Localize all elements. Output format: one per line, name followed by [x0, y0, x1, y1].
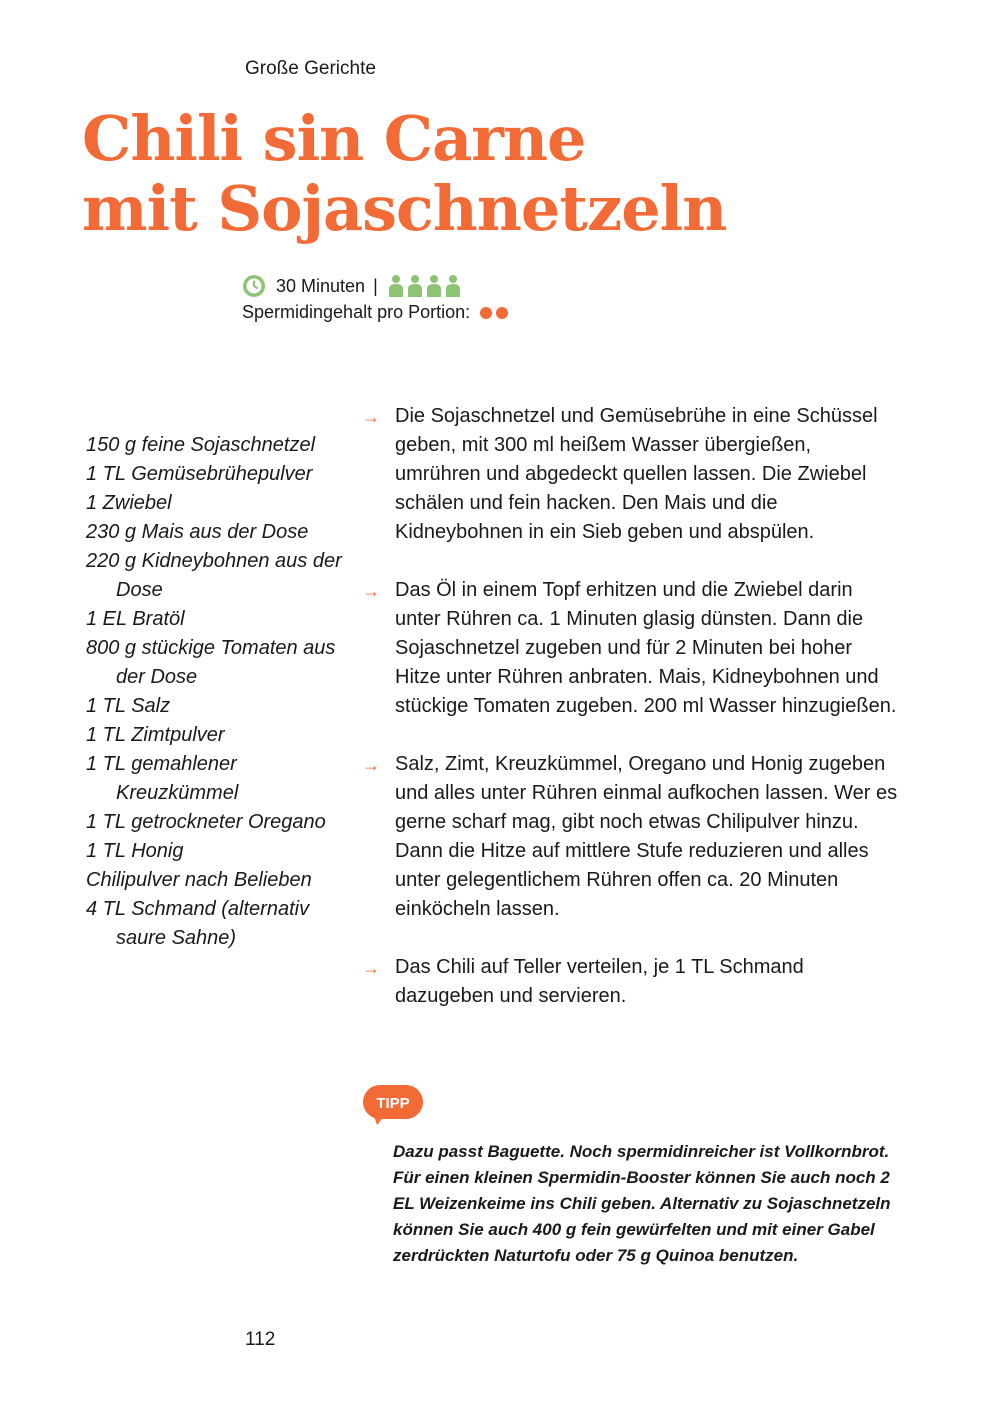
title-line-2: mit Sojaschnetzeln: [82, 172, 727, 245]
arrow-right-icon: →: [362, 407, 380, 427]
arrow-right-icon: →: [362, 581, 380, 601]
instruction-step: [362, 953, 902, 1011]
title-line-1: Chili sin Carne: [82, 102, 586, 175]
dot-icon: [480, 307, 492, 319]
ingredient-item: 4 TL Schmand (alternativ saure Sahne): [86, 898, 310, 949]
arrow-right-icon: →: [362, 958, 380, 978]
recipe-title: [82, 104, 726, 244]
ingredient-item: 1 TL Salz: [86, 695, 171, 717]
spermidine-rating: [480, 307, 508, 319]
ingredient-item: 1 TL Zimtpulver: [86, 724, 225, 746]
ingredient-item: 1 TL gemahlener Kreuzkümmel: [86, 753, 239, 804]
ingredient-item: Chilipulver nach Belieben: [86, 869, 312, 891]
ingredient-item: 800 g stückige Tomaten aus der Dose: [86, 637, 336, 688]
ingredient-item: 1 TL Honig: [86, 840, 184, 862]
person-icon: [407, 274, 423, 298]
step-text: Das Öl in einem Topf erhitzen und die Zwiebel darin unter Rühren ca. 1 Minuten glasig dünsten. Dann die Sojaschnetzel zugeben und für 2 Minuten bei hoher Hitze unter Rühren anbraten. Mais, Kidneybohnen und stückige Tomaten zugeben. 200 ml Wasser hinzugießen.: [395, 579, 897, 717]
instruction-step: [362, 750, 902, 924]
clock-icon: [242, 274, 266, 298]
step-text: Das Chili auf Teller verteilen, je 1 TL Schmand dazugeben und servieren.: [395, 956, 804, 1007]
person-icon: [426, 274, 442, 298]
person-icon: [388, 274, 404, 298]
ingredient-item: 1 EL Bratöl: [86, 608, 185, 630]
ingredient-list: [86, 431, 356, 953]
spermidine-label: Spermidingehalt pro Portion:: [242, 302, 471, 322]
ingredient-item: 150 g feine Sojaschnetzel: [86, 434, 316, 456]
dot-icon: [496, 307, 508, 319]
arrow-right-icon: →: [362, 755, 380, 775]
ingredient-item: 1 TL getrockneter Oregano: [86, 811, 326, 833]
instruction-step: [362, 402, 902, 547]
meta-separator: |: [373, 275, 378, 296]
instruction-steps: [362, 402, 902, 1040]
step-text: Die Sojaschnetzel und Gemüsebrühe in eine Schüssel geben, mit 300 ml heißem Wasser übergießen, umrühren und abgedeckt quellen lassen. Die Zwiebel schälen und fein hacken. Den Mais und die Kidneybohnen in ein Sieb geben und abspülen.: [395, 405, 878, 543]
page-number: 112: [245, 1329, 276, 1350]
instruction-step: [362, 576, 902, 721]
prep-time: 30 Minuten: [276, 275, 366, 296]
spermidine-info: [242, 302, 508, 323]
ingredient-item: 220 g Kidneybohnen aus der Dose: [86, 550, 342, 601]
tip-badge-label: TIPP: [376, 1095, 410, 1112]
ingredient-item: 1 TL Gemüsebrühepulver: [86, 463, 313, 485]
person-icon: [445, 274, 461, 298]
tip-badge: [363, 1085, 423, 1121]
section-label: Große Gerichte: [245, 58, 376, 79]
ingredient-item: 230 g Mais aus der Dose: [86, 521, 309, 543]
speech-bubble-icon: [363, 1085, 423, 1125]
servings-indicator: [388, 274, 461, 298]
step-text: Salz, Zimt, Kreuzkümmel, Oregano und Honig zugeben und alles unter Rühren einmal aufkochen lassen. Wer es gerne scharf mag, gibt noch etwas Chilipulver hinzu. Dann die Hitze auf mittlere Stufe reduzieren und alles unter gelegentlichem Rühren offen ca. 20 Minuten einköcheln lassen.: [395, 753, 898, 920]
recipe-meta: [242, 274, 461, 298]
ingredient-item: 1 Zwiebel: [86, 492, 172, 514]
tip-text: Dazu passt Baguette. Noch spermidinreicher ist Vollkornbrot. Für einen kleinen Spermidin-Booster können Sie auch noch 2 EL Weizenkeime ins Chili geben. Alternativ zu Sojaschnetzeln können Sie auch 400 g fein gewürfelten und mit einer Gabel zerdrückten Naturtofu oder 75 g Quinoa benutzen.: [393, 1142, 891, 1265]
